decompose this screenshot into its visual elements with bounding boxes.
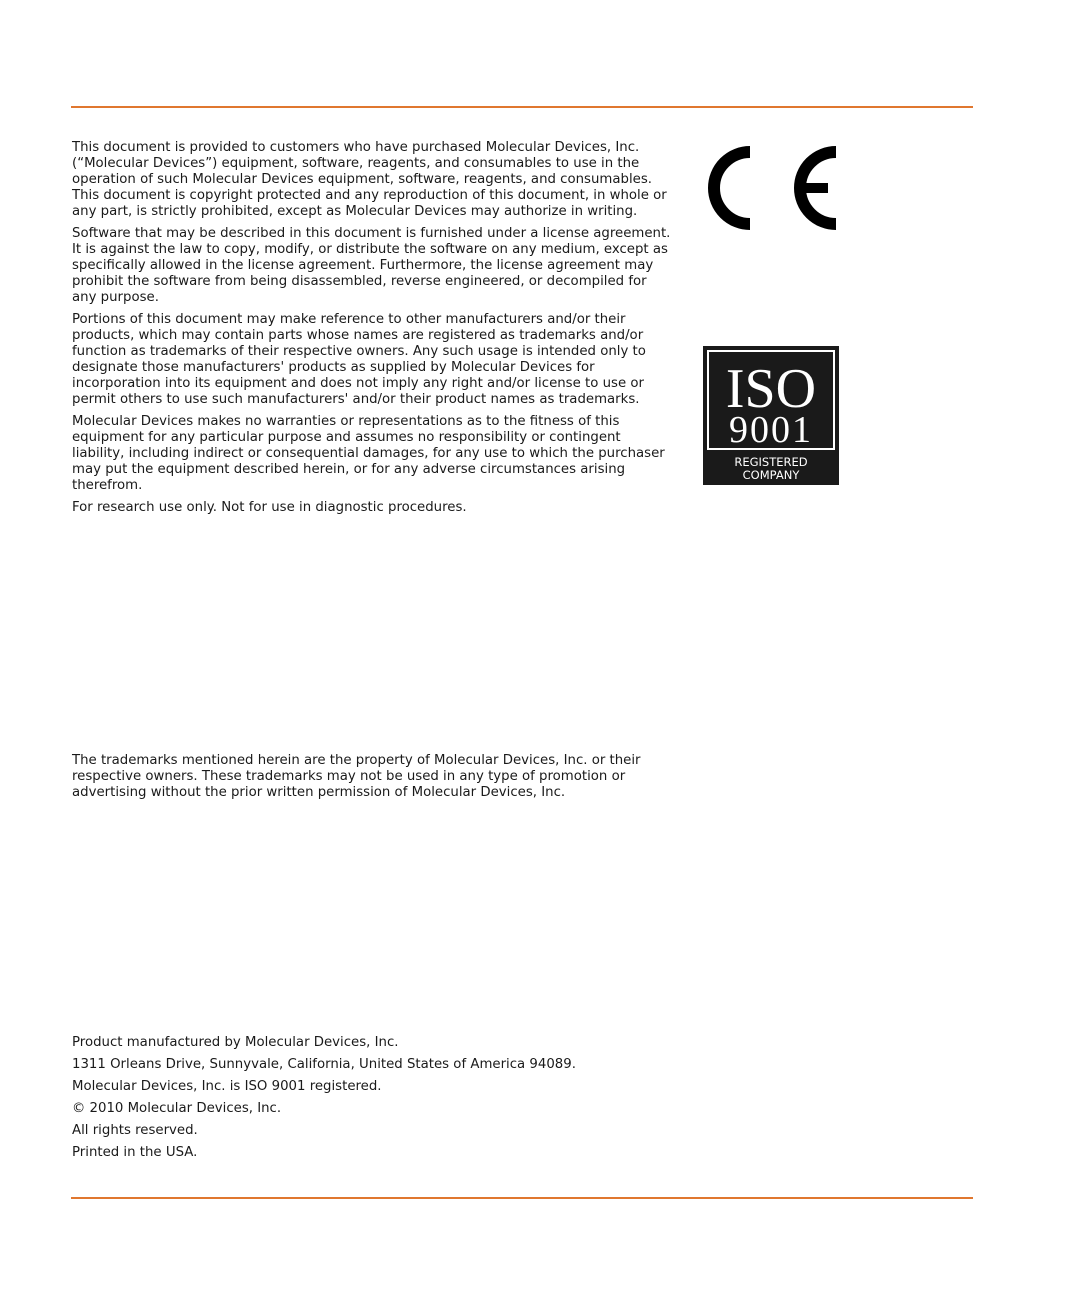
iso-number: 9001 [729, 409, 813, 451]
imprint-copyright: © 2010 Molecular Devices, Inc. [72, 1101, 282, 1116]
legal-paragraph-3: Portions of this document may make reference to other manufacturers and/or their products, which may contain parts whose names are registered as trademarks and/or function as trademarks of their respective owners. Any such usage is intended only to designate those manufacturers' products as supplied by Molecular Devices for incorporation into its equipment and does not imply any right and/or license to use or permit others to use such manufacturers' and/or their product names as trademarks. [72, 312, 646, 407]
trademark-notice [72, 753, 672, 801]
top-divider [71, 106, 973, 108]
iso-registered-label: REGISTERED [734, 455, 808, 469]
trademark-paragraph: The trademarks mentioned herein are the property of Molecular Devices, Inc. or their respective owners. These trademarks may not be used in any type of promotion or advertising without the prior written permission of Molecular Devices, Inc. [72, 753, 641, 800]
legal-notice [72, 140, 672, 522]
imprint [72, 1035, 672, 1167]
legal-paragraph-5: For research use only. Not for use in diagnostic procedures. [72, 500, 467, 515]
legal-paragraph-2: Software that may be described in this document is furnished under a license agreement. It is against the law to copy, modify, or distribute the software on any medium, except as specifically allowed in the license agreement. Furthermore, the license agreement may prohibit the software from being disassembled, reverse engineered, or decompiled for any purpose. [72, 226, 671, 305]
imprint-printed: Printed in the USA. [72, 1145, 198, 1160]
imprint-manufacturer: Product manufactured by Molecular Devices, Inc. [72, 1035, 399, 1050]
bottom-divider [71, 1197, 973, 1199]
legal-paragraph-4: Molecular Devices makes no warranties or representations as to the fitness of this equipment for any particular purpose and assumes no responsibility or contingent liability, including indirect or consequential damages, for any use to which the purchaser may put the equipment described herein, or for any adverse circumstances arising therefrom. [72, 414, 665, 493]
legal-paragraph-1: This document is provided to customers who have purchased Molecular Devices, Inc. (“Molecular Devices”) equipment, software, reagents, and consumables to use in the operation of such Molecular Devices equipment, software, reagents, and consumables. This document is copyright protected and any reproduction of this document, in whole or any part, is strictly prohibited, except as Molecular Devices may authorize in writing. [72, 140, 667, 219]
iso-text: ISO [725, 358, 817, 420]
imprint-address: 1311 Orleans Drive, Sunnyvale, California, United States of America 94089. [72, 1057, 576, 1072]
ce-mark-icon [700, 144, 844, 232]
iso-company-label: COMPANY [742, 468, 800, 482]
imprint-iso-statement: Molecular Devices, Inc. is ISO 9001 registered. [72, 1079, 382, 1094]
iso-9001-badge-icon [703, 346, 839, 485]
imprint-rights: All rights reserved. [72, 1123, 198, 1138]
